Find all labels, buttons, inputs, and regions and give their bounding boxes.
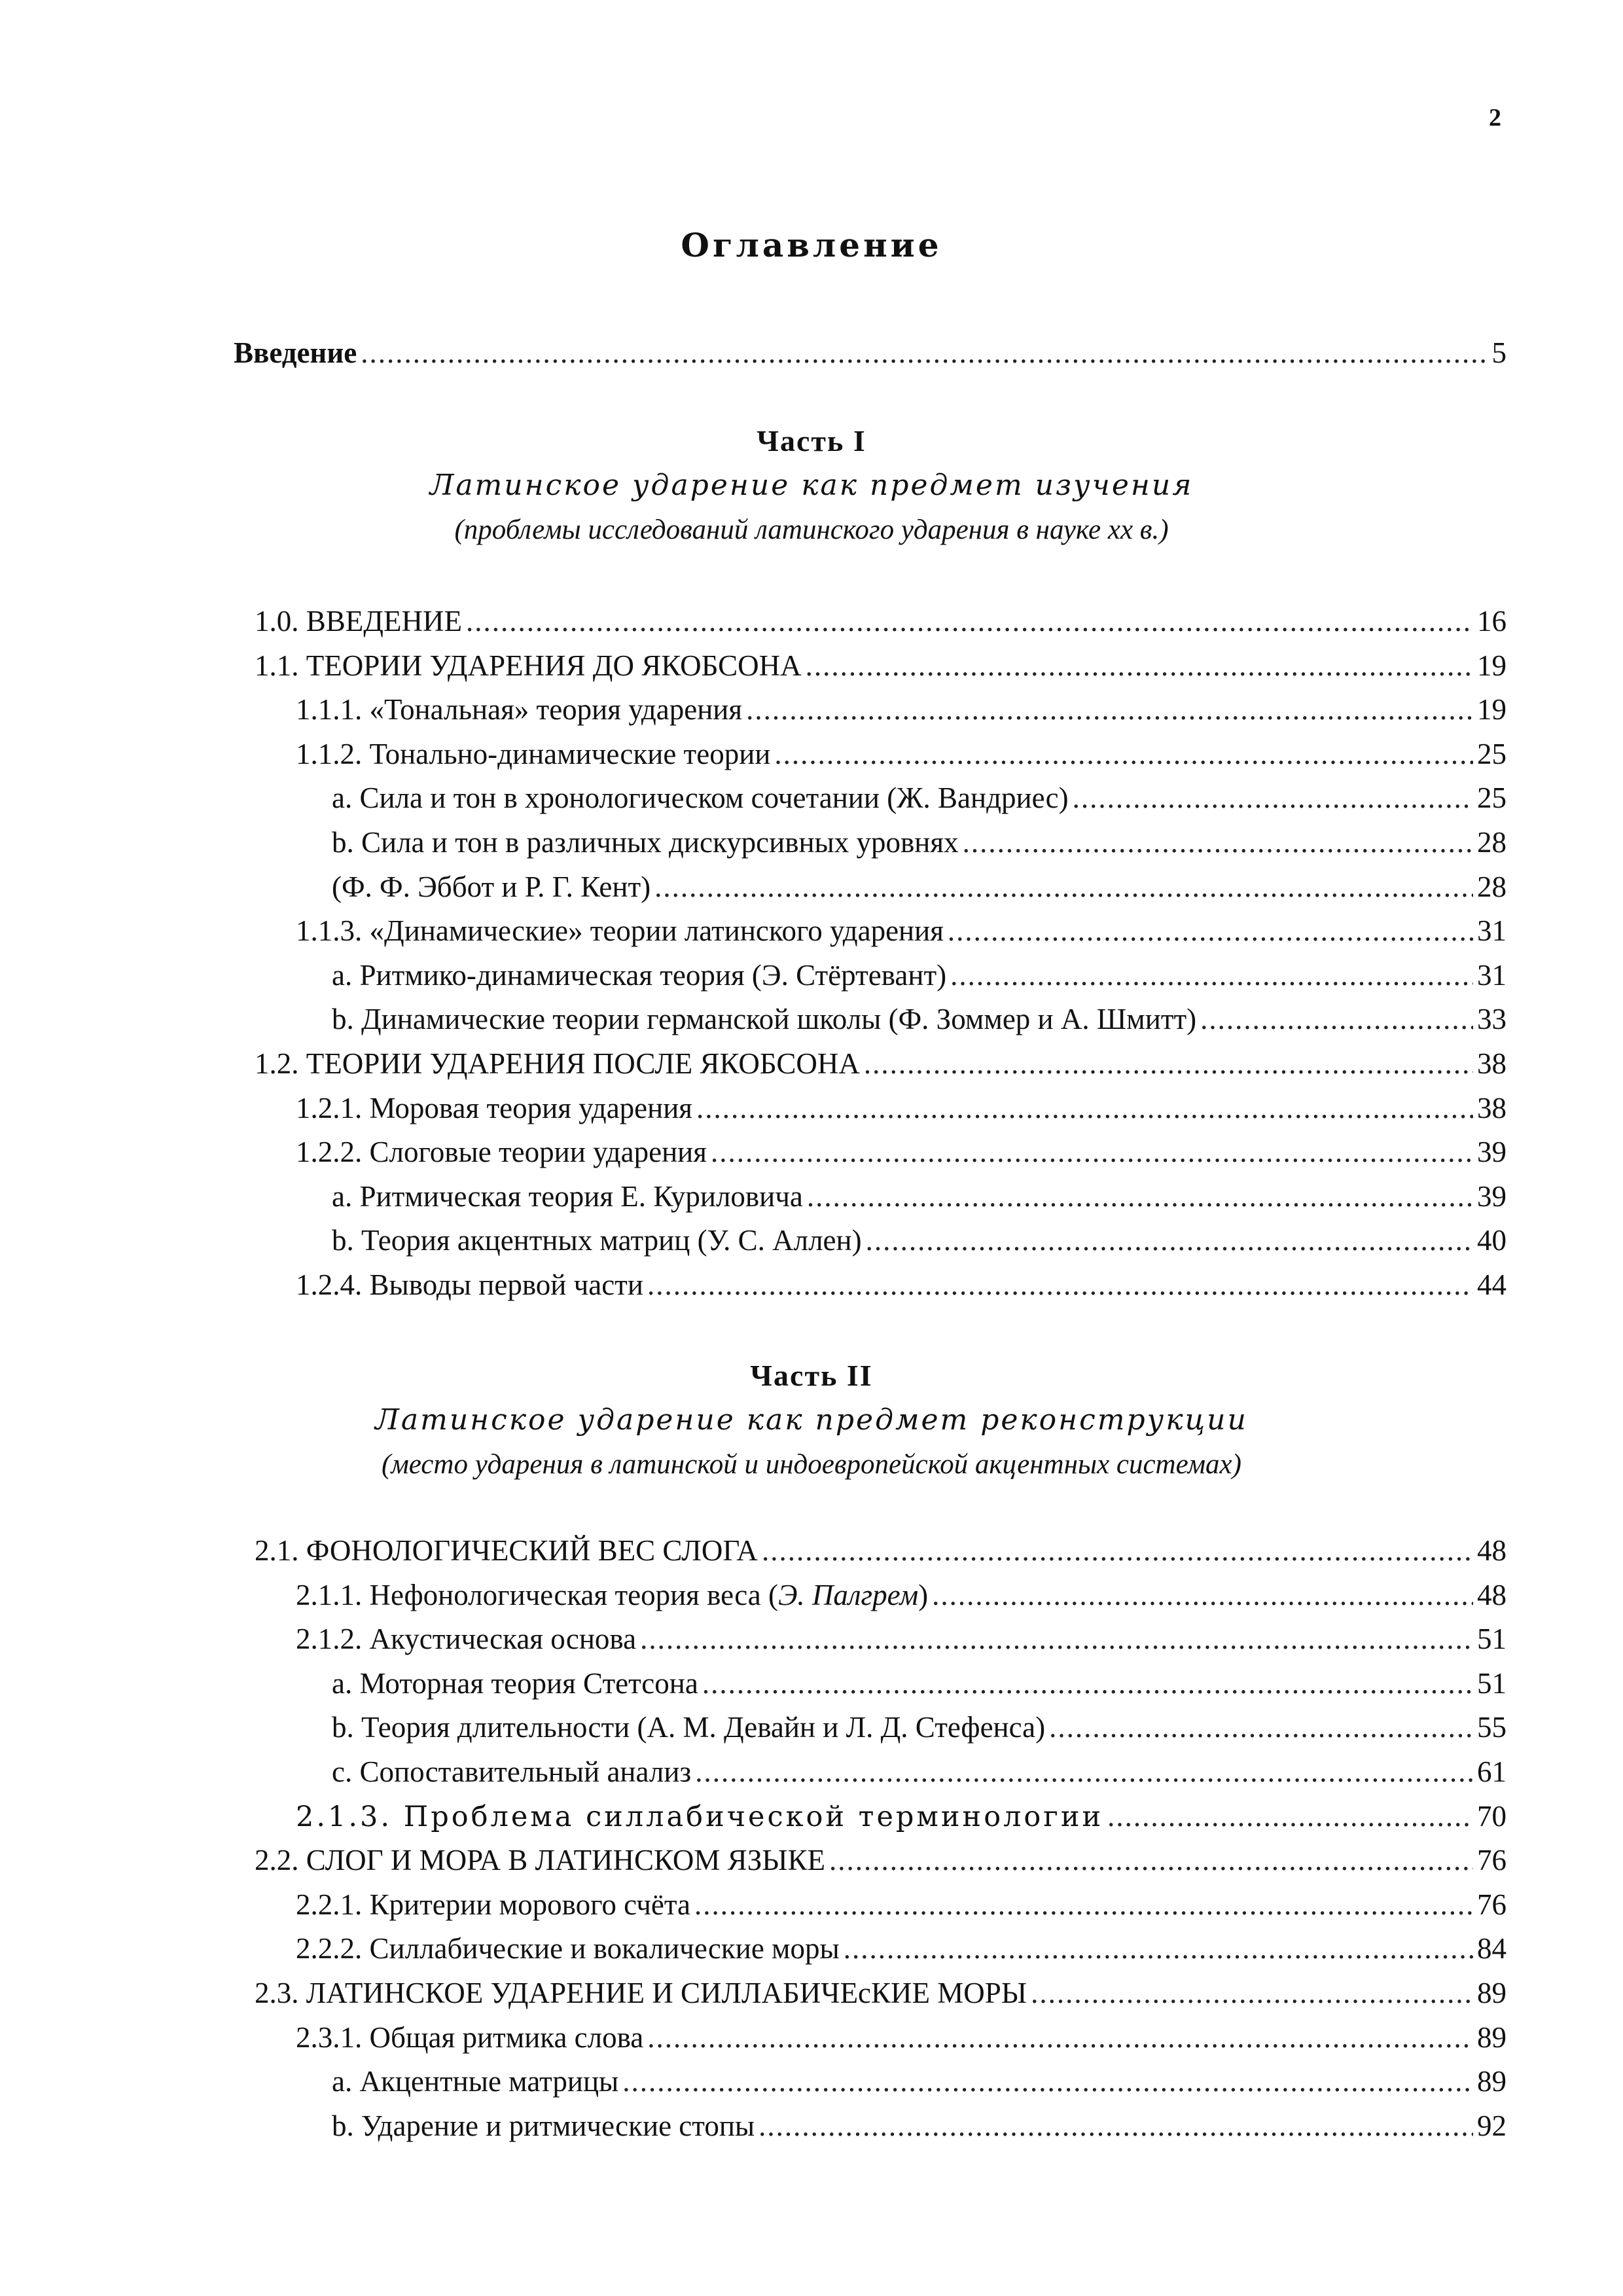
toc-entry-label: 2.2.2. Силлабические и вокалические моры	[296, 1932, 840, 1965]
toc-entry[interactable]	[234, 1041, 1507, 1086]
toc-entry-label: 1.1.1. «Тональная» теория ударения	[296, 693, 743, 726]
part1-subtitle: Латинское ударение как предмет изучения	[429, 469, 1194, 502]
toc-entry-label: 2.1.1. Нефонологическая теория веса (Э. Палгрем)	[296, 1578, 929, 1611]
toc-entry-page: 48	[1477, 1534, 1507, 1567]
toc-entry[interactable]	[234, 1705, 1507, 1749]
toc-entry-label: b. Теория акцентных матриц (У. С. Аллен)	[332, 1224, 862, 1257]
toc-title: Оглавление	[681, 226, 942, 264]
toc-entry[interactable]	[234, 1174, 1507, 1219]
part2-title: Часть II	[750, 1359, 873, 1392]
toc-entry-label: 2.3. ЛАТИНСКОЕ УДАРЕНИЕ И СИЛЛАБИЧЕсКИЕ МОРЫ	[255, 1977, 1027, 2009]
toc-entry-label: 1.0. ВВЕДЕНИЕ	[255, 605, 462, 637]
dot-leader	[963, 820, 1473, 865]
toc-entry-label-italic: Э. Палгрем	[777, 1578, 919, 1611]
toc-entry-page: 48	[1477, 1578, 1507, 1611]
toc-entry-label: b. Сила и тон в различных дискурсивных уровнях	[332, 826, 959, 859]
toc-entry-page: 40	[1477, 1224, 1507, 1257]
dot-leader	[844, 1926, 1473, 1971]
toc-entry-label: a. Ритмико-динамическая теория (Э. Стёртевант)	[332, 958, 947, 992]
toc-entry-label: a. Сила и тон в хронологическом сочетании (Ж. Вандриес)	[332, 781, 1069, 815]
toc-entry-page: 76	[1477, 1844, 1507, 1877]
toc-entry-label: b. Ударение и ритмические стопы	[332, 2109, 755, 2142]
toc-entry-label: 1.1.2. Тонально-динамические теории	[296, 737, 771, 770]
dot-leader	[696, 1086, 1473, 1130]
dot-leader	[1049, 1705, 1473, 1749]
toc-entry-label: b. Динамические теории германской школы (Ф. Зоммер и А. Шмитт)	[332, 1003, 1197, 1036]
toc-entry[interactable]	[234, 687, 1507, 732]
toc-entry[interactable]	[234, 599, 1507, 643]
dot-leader	[932, 1573, 1473, 1617]
toc-entry-page: 92	[1477, 2109, 1507, 2142]
toc-entry-label: (Ф. Ф. Эббот и Р. Г. Кент)	[332, 870, 651, 903]
toc-entry[interactable]	[234, 1926, 1507, 1971]
toc-entry[interactable]	[234, 1838, 1507, 1882]
toc-entry-page: 51	[1477, 1623, 1507, 1656]
dot-leader	[702, 1661, 1473, 1706]
toc-entry-page: 16	[1477, 605, 1507, 637]
part2-heading	[0, 1354, 1623, 1487]
toc-entry[interactable]	[234, 1086, 1507, 1130]
toc-entry-page: 38	[1477, 1047, 1507, 1080]
toc-entry-label: 2.1.2. Акустическая основа	[296, 1623, 637, 1656]
toc-entry-page: 19	[1477, 693, 1507, 726]
toc-entry-intro[interactable]	[234, 331, 1507, 375]
toc-entry[interactable]	[234, 2015, 1507, 2060]
toc-entry-label: 2.1.3. Проблема силлабической терминологии	[296, 1800, 1104, 1833]
part1-title: Часть I	[757, 424, 866, 457]
dot-leader	[866, 1218, 1473, 1263]
toc-entry[interactable]	[234, 997, 1507, 1041]
dot-leader	[1031, 1971, 1473, 2015]
toc-entry-page: 51	[1477, 1666, 1507, 1700]
dot-leader	[466, 599, 1473, 643]
toc-entry-label: a. Акцентные матрицы	[332, 2065, 619, 2098]
toc-entry[interactable]	[234, 1263, 1507, 1307]
toc-entry-page: 39	[1477, 1136, 1507, 1169]
toc-entry-label: 1.1.3. «Динамические» теории латинского ударения	[296, 914, 944, 948]
toc-entry-page: 25	[1477, 781, 1507, 815]
dot-leader	[806, 643, 1473, 688]
dot-leader	[647, 2015, 1473, 2060]
toc-entry[interactable]	[234, 1749, 1507, 1794]
toc-entry-page: 89	[1477, 2020, 1507, 2054]
dot-leader	[1200, 997, 1473, 1041]
dot-leader	[647, 1263, 1473, 1307]
toc-entry[interactable]	[234, 1882, 1507, 1927]
toc-entry[interactable]	[234, 1617, 1507, 1661]
dot-leader	[950, 953, 1473, 997]
toc-entry-page: 19	[1477, 649, 1507, 682]
toc-entry[interactable]	[234, 1971, 1507, 2015]
dot-leader	[622, 2059, 1473, 2104]
toc-entry-page: 25	[1477, 737, 1507, 770]
toc-entry[interactable]	[234, 908, 1507, 953]
toc-entry-label: a. Ритмическая теория Е. Куриловича	[332, 1179, 803, 1213]
toc-entry[interactable]	[234, 2104, 1507, 2148]
toc-entry[interactable]	[234, 953, 1507, 997]
toc-entry-label: 1.2.2. Слоговые теории ударения	[296, 1136, 707, 1169]
toc-entry[interactable]	[234, 776, 1507, 820]
toc-entry-page: 61	[1477, 1755, 1507, 1788]
toc-entry[interactable]	[234, 1218, 1507, 1263]
toc-entry-label: a. Моторная теория Стетсона	[332, 1666, 698, 1700]
dot-leader	[361, 331, 1488, 375]
toc-entry[interactable]	[234, 1794, 1507, 1839]
toc-entry[interactable]	[234, 820, 1507, 865]
toc-entry-page: 5	[1491, 336, 1507, 369]
toc-entry-page: 28	[1477, 826, 1507, 859]
toc-entry-page: 38	[1477, 1091, 1507, 1124]
toc-entry-label: 1.2.4. Выводы первой части	[296, 1268, 643, 1301]
toc-entry[interactable]	[234, 865, 1507, 909]
toc-entry-page: 70	[1477, 1799, 1507, 1833]
toc-entry[interactable]	[234, 1130, 1507, 1174]
toc-entry-label: 1.1. ТЕОРИИ УДАРЕНИЯ ДО ЯКОБСОНА	[255, 649, 802, 682]
dot-leader	[694, 1882, 1473, 1927]
toc-entry-label: 2.1. ФОНОЛОГИЧЕСКИЙ ВЕС СЛОГА	[255, 1534, 758, 1567]
dot-leader	[774, 732, 1473, 776]
toc-entry[interactable]	[234, 1573, 1507, 1617]
toc-entry-label: 1.2.1. Моровая теория ударения	[296, 1091, 693, 1124]
dot-leader	[807, 1174, 1473, 1219]
dot-leader	[758, 2104, 1473, 2148]
toc-entry[interactable]	[234, 732, 1507, 776]
toc-entry[interactable]	[234, 643, 1507, 688]
part2-subtitle: Латинское ударение как предмет реконструкции	[375, 1403, 1248, 1437]
toc-entry[interactable]	[234, 2059, 1507, 2104]
toc-entry-page: 31	[1477, 958, 1507, 992]
toc-entry-page: 31	[1477, 914, 1507, 948]
dot-leader	[1073, 776, 1473, 820]
dot-leader	[746, 687, 1473, 732]
toc-entry-label: 2.2. СЛОГ И МОРА В ЛАТИНСКОМ ЯЗЫКЕ	[255, 1844, 825, 1877]
dot-leader	[1107, 1794, 1473, 1839]
toc-entry-label: 1.2. ТЕОРИИ УДАРЕНИЯ ПОСЛЕ ЯКОБСОНА	[255, 1047, 860, 1080]
toc-entry-page: 28	[1477, 870, 1507, 903]
toc-entry-page: 55	[1477, 1711, 1507, 1744]
dot-leader	[640, 1617, 1473, 1661]
dot-leader	[864, 1041, 1473, 1086]
toc-entry-page: 76	[1477, 1888, 1507, 1921]
toc-entry-page: 39	[1477, 1179, 1507, 1213]
page-number: 2	[1489, 104, 1501, 132]
dot-leader	[695, 1749, 1473, 1794]
toc-entry-page: 89	[1477, 2065, 1507, 2098]
toc-entry-label: b. Теория длительности (А. М. Девайн и Л. Д. Стефенса)	[332, 1711, 1046, 1744]
part1-heading	[0, 419, 1623, 552]
toc-entry-page: 44	[1477, 1268, 1507, 1301]
toc-entry-page: 33	[1477, 1003, 1507, 1036]
toc-entry-label: c. Сопоставительный анализ	[332, 1755, 692, 1788]
dot-leader	[654, 865, 1473, 909]
toc-entry-label: 2.2.1. Критерии морового счёта	[296, 1888, 691, 1921]
toc-entry-label: Введение	[234, 336, 357, 369]
toc-entry-label: 2.3.1. Общая ритмика слова	[296, 2020, 644, 2054]
toc-entry[interactable]	[234, 1661, 1507, 1706]
part2-note: (место ударения в латинской и индоевропейской акцентных системах)	[382, 1449, 1241, 1480]
toc-entry[interactable]	[234, 1528, 1507, 1573]
toc-entry-page: 84	[1477, 1932, 1507, 1965]
dot-leader	[762, 1528, 1473, 1573]
part1-note: (проблемы исследований латинского ударения в науке xx в.)	[454, 514, 1169, 545]
dot-leader	[711, 1130, 1473, 1174]
dot-leader	[948, 908, 1473, 953]
toc-entry-page: 89	[1477, 1977, 1507, 2009]
dot-leader	[829, 1838, 1473, 1882]
